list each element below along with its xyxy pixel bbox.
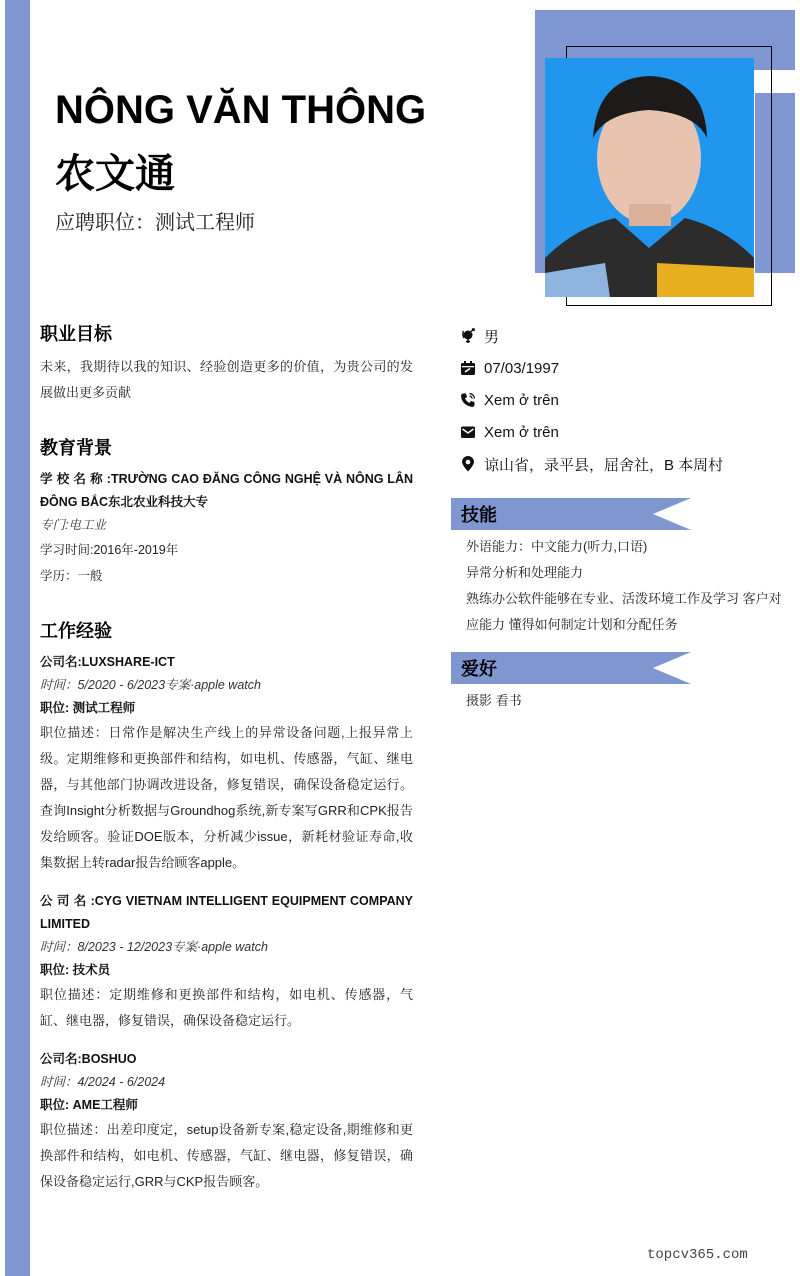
job-position: 职位: 测试工程师 <box>40 701 136 715</box>
skill-item: 熟练办公软件能够在专业、活泼环境工作及学习 客户对应能力 懂得如何制定计划和分配任务 <box>466 591 782 632</box>
gender-icon <box>460 328 484 344</box>
objective-title: 职业目标 <box>40 324 112 344</box>
address-value: 谅山省，录平县，屈舍社，B 本周村 <box>484 456 724 474</box>
job-time: 时间：8/2023 - 12/2023专案·apple watch <box>40 940 268 954</box>
contact-phone <box>460 384 790 416</box>
experience-section <box>40 617 413 1195</box>
hobbies-title: 爱好 <box>461 659 497 679</box>
skills-title: 技能 <box>461 505 497 525</box>
contact-address <box>460 448 790 480</box>
candidate-name-chinese: 农文通 <box>55 152 175 196</box>
hobbies-header <box>451 652 691 684</box>
hobbies-list <box>460 688 790 714</box>
education-title: 教育背景 <box>40 438 112 458</box>
job-description: 职位描述：日常作是解决生产线上的异常设备问题,上报异常上级。定期维修和更换部件和结构，如电机、传感器，气缸、继电器，与其他部门协调改进设备，修复错误，确保设备稳定运行。查询Insight分析数据与Groundhog系统,新专案写GRR和CPK报告发给顾客。验证DOE版本，分析减少issue，新耗材验证寿命,收集数据上转radar报告给顾客apple。 <box>40 725 413 870</box>
job-entry <box>40 1048 413 1195</box>
education-section <box>40 434 413 589</box>
skills-list <box>460 534 790 638</box>
job-time: 时间：5/2020 - 6/2023专案·apple watch <box>40 678 261 692</box>
phone-icon <box>460 392 484 408</box>
school-name: 学 校 名 称 :TRƯỜNG CAO ĐĂNG CÔNG NGHỆ VÀ NÔNG LÂN ĐÔNG BẮC东北农业科技大专 <box>40 472 413 509</box>
left-accent-bar <box>5 0 30 1276</box>
job-description: 职位描述：定期维修和更换部件和结构，如电机、传感器，气缸、继电器，修复错误，确保设备稳定运行。 <box>40 987 413 1028</box>
portrait-icon <box>545 58 754 297</box>
candidate-name: NÔNG VĂN THÔNG <box>55 88 427 132</box>
job-position: 职位: 技术员 <box>40 963 111 977</box>
skill-item: 外语能力：中文能力(听力,口语) <box>466 539 648 554</box>
profile-photo <box>545 58 754 297</box>
applied-position: 应聘职位：测试工程师 <box>55 212 255 234</box>
job-time: 时间：4/2024 - 6/2024 <box>40 1075 166 1089</box>
job-company: 公司名:LUXSHARE-ICT <box>40 655 175 669</box>
phone-value: Xem ở trên <box>484 391 559 409</box>
watermark: topcv365.com <box>647 1247 748 1263</box>
job-position: 职位: AME工程师 <box>40 1098 138 1112</box>
contact-gender <box>460 320 790 352</box>
map-pin-icon <box>460 456 484 472</box>
skill-item: 异常分析和处理能力 <box>466 565 584 580</box>
hobby-item: 摄影 看书 <box>466 693 522 708</box>
job-description: 职位描述：出差印度定，setup设备新专案,稳定设备,期维修和更换部件和结构，如电机、传感器，气缸、继电器，修复错误，确保设备稳定运行,GRR与CKP报告顾客。 <box>40 1122 413 1189</box>
main-column <box>40 320 413 1217</box>
degree: 学历：一般 <box>40 569 103 583</box>
gender-value: 男 <box>484 328 500 346</box>
objective-section <box>40 320 413 406</box>
study-period: 学习时间:2016年-2019年 <box>40 543 179 557</box>
job-company: 公司名:BOSHUO <box>40 1052 137 1066</box>
major: 专门:电工业 <box>40 518 106 532</box>
calendar-icon <box>460 360 484 376</box>
email-value: Xem ở trên <box>484 423 559 441</box>
objective-text: 未来，我期待以我的知识、经验创造更多的价值，为贵公司的发展做出更多贡献 <box>40 359 413 400</box>
job-entry <box>40 890 413 1034</box>
sidebar-column <box>460 320 790 714</box>
job-company: 公 司 名 :CYG VIETNAM INTELLIGENT EQUIPMENT COMPANY LIMITED <box>40 894 413 931</box>
skills-header <box>451 498 691 530</box>
contact-birthday <box>460 352 790 384</box>
envelope-icon <box>460 424 484 440</box>
experience-title: 工作经验 <box>40 621 112 641</box>
birthday-value: 07/03/1997 <box>484 359 560 377</box>
job-entry <box>40 651 413 876</box>
contact-email <box>460 416 790 448</box>
